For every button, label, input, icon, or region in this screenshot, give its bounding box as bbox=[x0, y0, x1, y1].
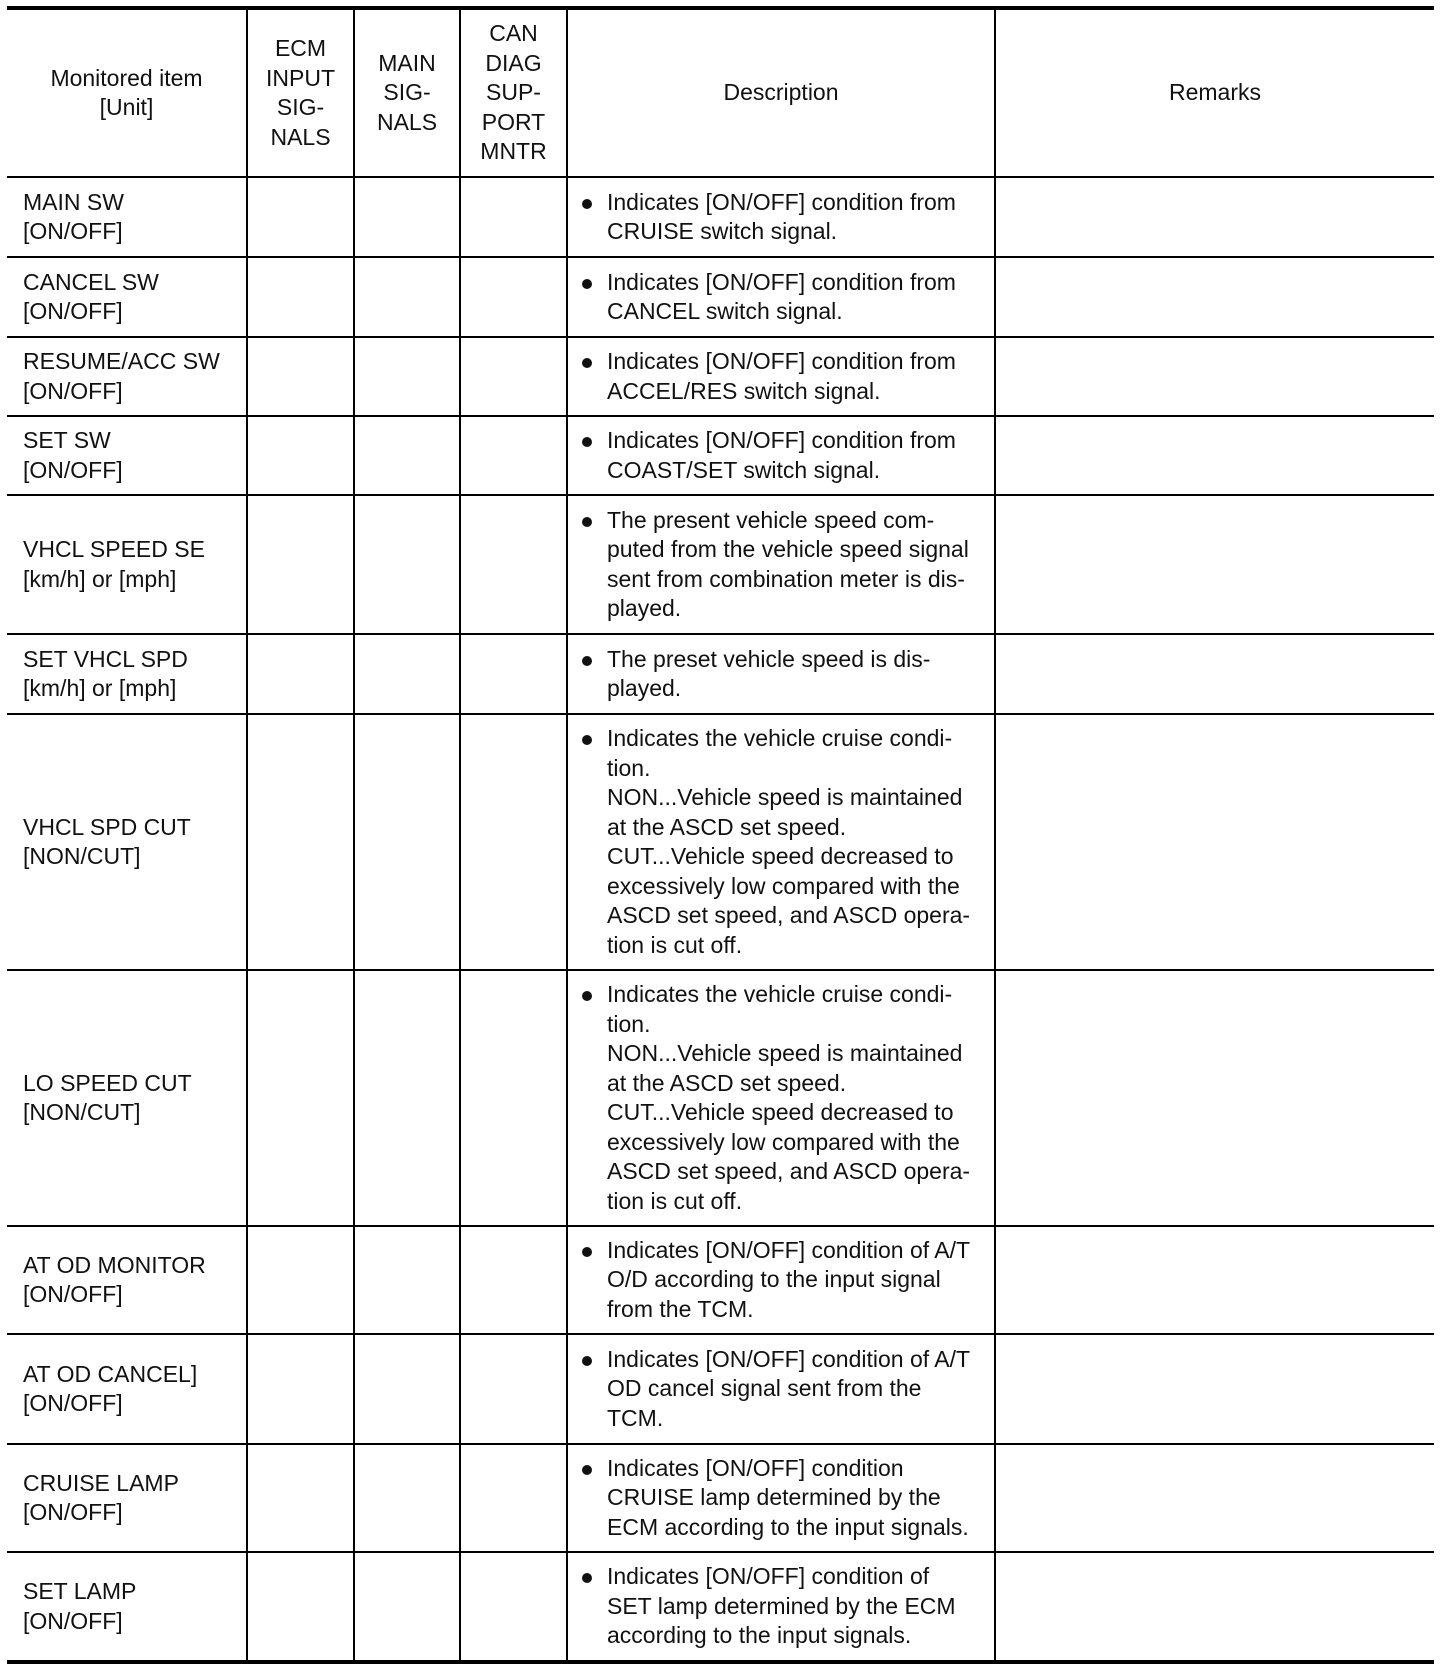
monitored-item-cell bbox=[7, 1444, 247, 1552]
description-line: ASCD set speed, and ASCD opera- bbox=[607, 1158, 971, 1184]
bullet-icon bbox=[582, 1465, 592, 1475]
item-name: CRUISE LAMP bbox=[23, 1469, 179, 1496]
monitored-item-cell bbox=[7, 416, 247, 495]
item-name: AT OD CANCEL] bbox=[23, 1360, 198, 1387]
bullet-icon bbox=[582, 437, 592, 447]
ecm-input-cell bbox=[247, 495, 354, 634]
can-diag-cell bbox=[460, 177, 567, 257]
description-line: NON...Vehicle speed is maintained bbox=[607, 784, 963, 810]
bullet-icon bbox=[582, 1356, 592, 1366]
monitored-item-cell bbox=[7, 495, 247, 634]
description-line: ASCD set speed, and ASCD opera- bbox=[607, 902, 971, 928]
can-diag-cell bbox=[460, 970, 567, 1226]
description-cell bbox=[567, 337, 995, 416]
description-cell bbox=[567, 1226, 995, 1334]
ecm-input-cell bbox=[247, 337, 354, 416]
description-line: tion is cut off. bbox=[607, 931, 743, 958]
description-line: CRUISE switch signal. bbox=[607, 218, 838, 244]
description-line: CUT...Vehicle speed decreased to bbox=[607, 843, 954, 869]
table-row bbox=[7, 1334, 1434, 1444]
ecm-input-cell bbox=[247, 970, 354, 1226]
ecm-input-cell bbox=[247, 1444, 354, 1552]
bullet-icon bbox=[582, 279, 592, 289]
monitored-item-cell bbox=[7, 257, 247, 337]
description-line: tion is cut off. bbox=[607, 1187, 743, 1214]
description-cell bbox=[567, 1552, 995, 1662]
remarks-cell bbox=[995, 634, 1434, 714]
item-unit: [ON/OFF] bbox=[23, 1607, 123, 1634]
bullet-icon bbox=[582, 1247, 592, 1257]
table-row bbox=[7, 416, 1434, 495]
ecm-input-cell bbox=[247, 1226, 354, 1334]
remarks-cell bbox=[995, 1334, 1434, 1444]
monitored-item-cell bbox=[7, 970, 247, 1226]
can-diag-cell bbox=[460, 1552, 567, 1662]
main-signals-cell bbox=[354, 177, 460, 257]
table-row bbox=[7, 970, 1434, 1226]
description-line: at the ASCD set speed. bbox=[607, 1069, 847, 1096]
item-unit: [ON/OFF] bbox=[23, 1390, 123, 1416]
description-line: CRUISE lamp determined by the bbox=[607, 1484, 941, 1511]
ecm-input-cell bbox=[247, 634, 354, 714]
monitored-item-cell bbox=[7, 714, 247, 970]
remarks-cell bbox=[995, 970, 1434, 1226]
table-row bbox=[7, 1444, 1434, 1552]
description-line: TCM. bbox=[607, 1404, 664, 1431]
ecm-input-cell bbox=[247, 257, 354, 337]
item-unit: [ON/OFF] bbox=[23, 456, 123, 483]
item-name: SET VHCL SPD bbox=[23, 645, 188, 672]
table-row bbox=[7, 1226, 1434, 1334]
description-line: Indicates [ON/OFF] condition from bbox=[607, 427, 956, 453]
monitored-item-cell bbox=[7, 1226, 247, 1334]
item-name: VHCL SPD CUT bbox=[23, 813, 191, 840]
bullet-icon bbox=[582, 517, 592, 527]
can-diag-cell bbox=[460, 714, 567, 970]
description-line: Indicates [ON/OFF] condition of bbox=[607, 1563, 930, 1590]
description-cell bbox=[567, 714, 995, 970]
item-unit: [ON/OFF] bbox=[23, 298, 123, 324]
remarks-cell bbox=[995, 177, 1434, 257]
table-row bbox=[7, 495, 1434, 634]
item-name: LO SPEED CUT bbox=[23, 1069, 192, 1096]
remarks-cell bbox=[995, 337, 1434, 416]
item-unit: [ON/OFF] bbox=[23, 377, 123, 404]
description-cell bbox=[567, 970, 995, 1226]
description-line: Indicates [ON/OFF] condition from bbox=[607, 348, 956, 374]
main-signals-cell bbox=[354, 257, 460, 337]
description-line: tion. bbox=[607, 754, 651, 781]
ecm-input-cell bbox=[247, 1334, 354, 1444]
item-name: SET SW bbox=[23, 427, 111, 453]
description-line: tion. bbox=[607, 1010, 651, 1037]
description-line: excessively low compared with the bbox=[607, 872, 960, 899]
description-line: Indicates [ON/OFF] condition of A/T bbox=[607, 1236, 971, 1263]
remarks-cell bbox=[995, 416, 1434, 495]
item-name: CANCEL SW bbox=[23, 268, 159, 295]
description-line: OD cancel signal sent from the bbox=[607, 1375, 922, 1402]
description-line: sent from combination meter is dis- bbox=[607, 565, 965, 592]
can-diag-cell bbox=[460, 634, 567, 714]
bullet-icon bbox=[582, 358, 592, 368]
description-cell bbox=[567, 257, 995, 337]
description-line: according to the input signals. bbox=[607, 1622, 912, 1649]
description-line: Indicates the vehicle cruise condi- bbox=[607, 981, 953, 1007]
description-line: COAST/SET switch signal. bbox=[607, 456, 881, 483]
monitored-item-cell bbox=[7, 177, 247, 257]
remarks-cell bbox=[995, 714, 1434, 970]
can-diag-cell bbox=[460, 1444, 567, 1552]
data-monitor-table bbox=[7, 6, 1434, 1664]
ecm-input-cell bbox=[247, 1552, 354, 1662]
bullet-icon bbox=[582, 656, 592, 666]
description-line: Indicates the vehicle cruise condi- bbox=[607, 725, 953, 751]
description-line: ACCEL/RES switch signal. bbox=[607, 377, 881, 404]
remarks-cell bbox=[995, 1444, 1434, 1552]
ecm-input-cell bbox=[247, 714, 354, 970]
can-diag-cell bbox=[460, 257, 567, 337]
description-line: puted from the vehicle speed signal bbox=[607, 536, 969, 562]
table-row bbox=[7, 1552, 1434, 1662]
table-row bbox=[7, 714, 1434, 970]
description-line: O/D according to the input signal bbox=[607, 1266, 941, 1293]
description-line: ECM according to the input signals. bbox=[607, 1513, 969, 1540]
description-line: played. bbox=[607, 595, 682, 621]
monitored-item-cell bbox=[7, 1334, 247, 1444]
table-row bbox=[7, 257, 1434, 337]
bullet-icon bbox=[582, 199, 592, 209]
table-row bbox=[7, 177, 1434, 257]
header-monitored-item: Monitored item [Unit] bbox=[7, 8, 247, 177]
description-line: CUT...Vehicle speed decreased to bbox=[607, 1099, 954, 1125]
remarks-cell bbox=[995, 495, 1434, 634]
item-name: VHCL SPEED SE bbox=[23, 536, 205, 562]
can-diag-cell bbox=[460, 416, 567, 495]
description-cell bbox=[567, 1334, 995, 1444]
main-signals-cell bbox=[354, 1334, 460, 1444]
description-line: Indicates [ON/OFF] condition from bbox=[607, 268, 956, 295]
remarks-cell bbox=[995, 1226, 1434, 1334]
description-line: Indicates [ON/OFF] condition bbox=[607, 1454, 904, 1481]
main-signals-cell bbox=[354, 416, 460, 495]
main-signals-cell bbox=[354, 970, 460, 1226]
header-row bbox=[7, 8, 1434, 177]
item-unit: [NON/CUT] bbox=[23, 843, 141, 869]
description-line: Indicates [ON/OFF] condition of A/T bbox=[607, 1345, 971, 1372]
monitored-item-cell bbox=[7, 1552, 247, 1662]
item-unit: [km/h] or [mph] bbox=[23, 565, 177, 592]
main-signals-cell bbox=[354, 495, 460, 634]
description-cell bbox=[567, 416, 995, 495]
item-unit: [NON/CUT] bbox=[23, 1099, 141, 1125]
header-description: Description bbox=[567, 8, 995, 177]
description-line: NON...Vehicle speed is maintained bbox=[607, 1040, 963, 1066]
main-signals-cell bbox=[354, 1226, 460, 1334]
item-unit: [ON/OFF] bbox=[23, 218, 123, 244]
main-signals-cell bbox=[354, 634, 460, 714]
description-cell bbox=[567, 1444, 995, 1552]
monitored-item-cell bbox=[7, 634, 247, 714]
can-diag-cell bbox=[460, 495, 567, 634]
item-name: AT OD MONITOR bbox=[23, 1251, 206, 1278]
table-row bbox=[7, 337, 1434, 416]
header-ecm-input-signals: ECM INPUT SIG- NALS bbox=[247, 8, 354, 177]
description-line: at the ASCD set speed. bbox=[607, 813, 847, 840]
monitored-item-cell bbox=[7, 337, 247, 416]
ecm-input-cell bbox=[247, 177, 354, 257]
description-cell bbox=[567, 177, 995, 257]
description-line: The preset vehicle speed is dis- bbox=[607, 645, 931, 672]
item-unit: [ON/OFF] bbox=[23, 1281, 123, 1307]
description-line: excessively low compared with the bbox=[607, 1128, 960, 1155]
main-signals-cell bbox=[354, 1444, 460, 1552]
main-signals-cell bbox=[354, 337, 460, 416]
item-name: MAIN SW bbox=[23, 188, 124, 215]
can-diag-cell bbox=[460, 337, 567, 416]
item-name: SET LAMP bbox=[23, 1578, 137, 1604]
header-remarks: Remarks bbox=[995, 8, 1434, 177]
description-cell bbox=[567, 634, 995, 714]
description-cell bbox=[567, 495, 995, 634]
description-line: CANCEL switch signal. bbox=[607, 298, 843, 324]
description-line: played. bbox=[607, 675, 682, 701]
item-unit: [ON/OFF] bbox=[23, 1499, 123, 1525]
remarks-cell bbox=[995, 1552, 1434, 1662]
description-line: Indicates [ON/OFF] condition from bbox=[607, 188, 956, 215]
item-unit: [km/h] or [mph] bbox=[23, 675, 177, 701]
bullet-icon bbox=[582, 735, 592, 745]
item-name: RESUME/ACC SW bbox=[23, 348, 220, 374]
description-line: from the TCM. bbox=[607, 1295, 754, 1322]
ecm-input-cell bbox=[247, 416, 354, 495]
table-row bbox=[7, 634, 1434, 714]
bullet-icon bbox=[582, 1573, 592, 1583]
bullet-icon bbox=[582, 991, 592, 1001]
can-diag-cell bbox=[460, 1334, 567, 1444]
main-signals-cell bbox=[354, 1552, 460, 1662]
header-can-diag-support-mntr: CAN DIAG SUP- PORT MNTR bbox=[460, 8, 567, 177]
description-line: SET lamp determined by the ECM bbox=[607, 1592, 956, 1619]
description-line: The present vehicle speed com- bbox=[607, 506, 935, 533]
remarks-cell bbox=[995, 257, 1434, 337]
can-diag-cell bbox=[460, 1226, 567, 1334]
main-signals-cell bbox=[354, 714, 460, 970]
header-main-signals: MAIN SIG- NALS bbox=[354, 8, 460, 177]
